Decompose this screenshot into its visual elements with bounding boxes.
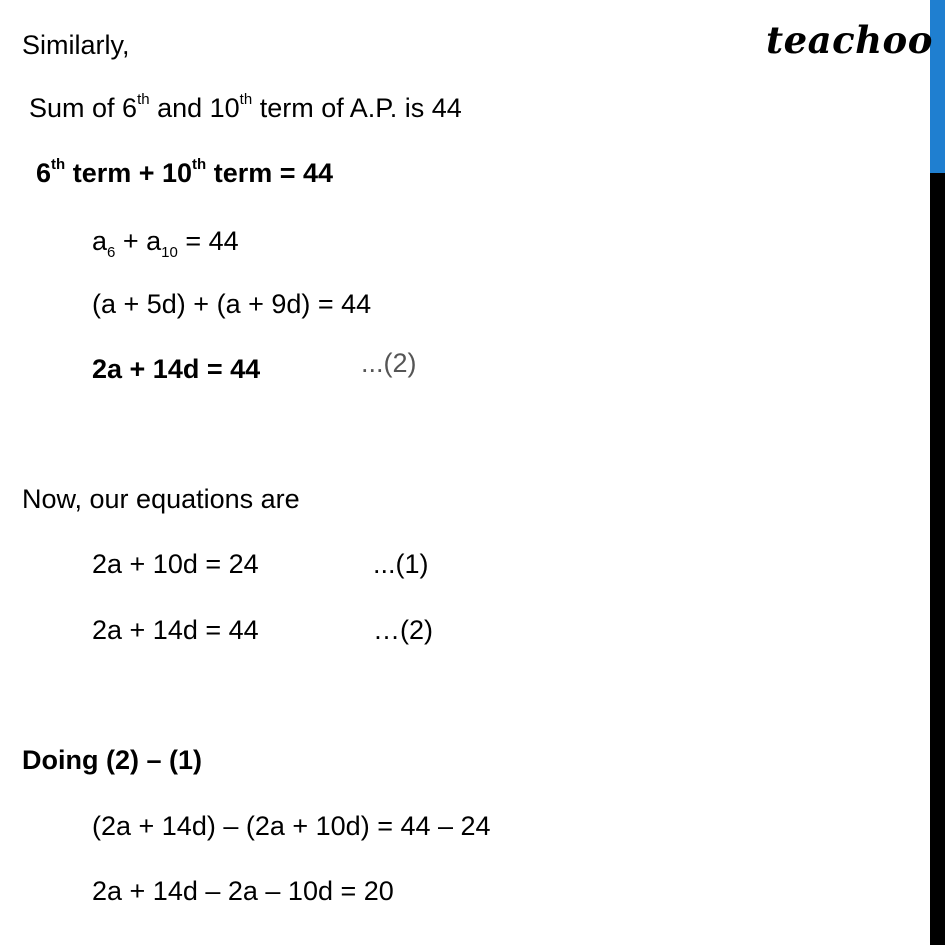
equation-1-line: 2a + 10d = 24 [92, 549, 259, 579]
equation-2-bold: 2a + 14d = 44 [92, 354, 261, 384]
a-terms-equation: $a_6 + a_{10} = 44$ [92, 226, 239, 261]
equation-1-ref: ...(1) [373, 549, 429, 579]
subtraction-equation: (2a + 14d) – (2a + 10d) = 44 – 24 [92, 811, 491, 841]
sum-statement: Sum of 6th and 10th term of A.P. is 44 [29, 91, 462, 123]
term-equation-heading: 6th term + 10th term = 44 [36, 156, 334, 188]
doing-step-heading: Doing (2) – (1) [22, 745, 202, 775]
similarly-text: Similarly, [22, 30, 130, 60]
equation-2-ref-b: …(2) [373, 615, 433, 645]
teachoo-logo: teachoo [766, 18, 933, 62]
now-equations-text: Now, our equations are [22, 484, 300, 514]
equation-2-line: 2a + 14d = 44 [92, 615, 259, 645]
equation-2-ref: ...(2) [361, 348, 417, 378]
expanded-equation: (a + 5d) + (a + 9d) = 44 [92, 289, 372, 319]
simplified-equation: 2a + 14d – 2a – 10d = 20 [92, 876, 394, 906]
